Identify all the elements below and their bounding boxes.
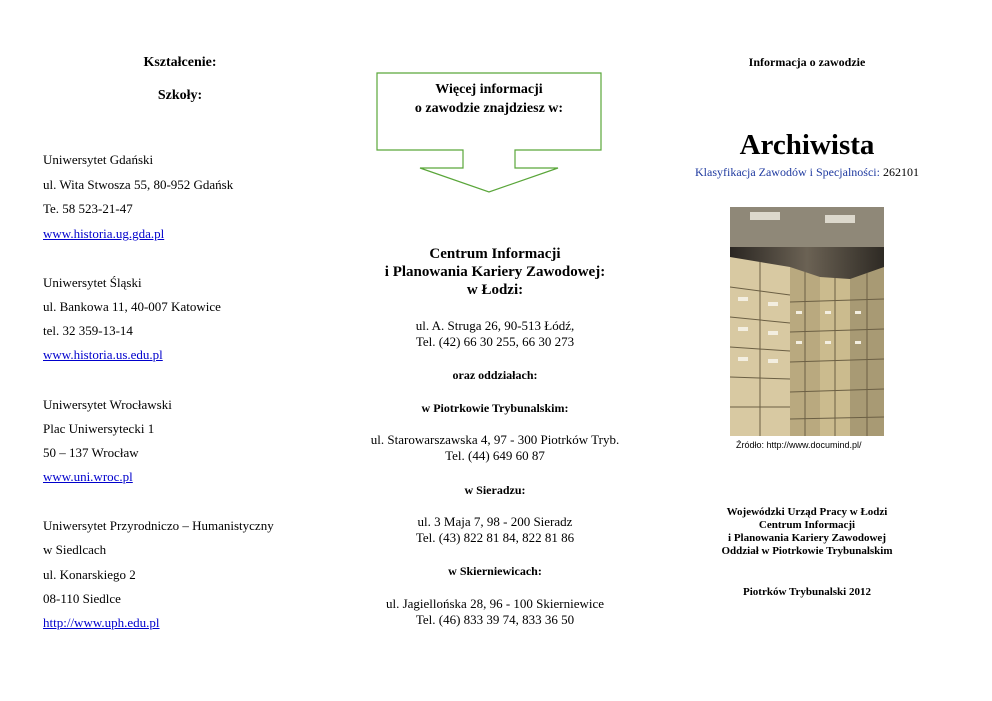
- center-title-line1: Centrum Informacji: [429, 246, 561, 262]
- branch-piotrkow-address: [345, 432, 645, 464]
- office-line3: i Planowania Kariery Zawodowej: [728, 532, 886, 544]
- office-line4: Oddział w Piotrkowie Trybunalskim: [721, 545, 893, 557]
- archive-shelves-photo: [730, 207, 884, 436]
- school-gdansk-phone: Te. 58 523-21-47: [43, 201, 133, 216]
- center-title-line3: w Łodzi:: [466, 282, 524, 298]
- photo-caption: Źródło: http://www.documind.pl/: [736, 440, 862, 450]
- branch-skierniewice-phone: Tel. (46) 833 39 74, 833 36 50: [415, 612, 575, 627]
- branch-sieradz-name: w Sieradzu:: [464, 483, 526, 497]
- school-wroclaw-address: Plac Uniwersytecki 1: [43, 421, 155, 436]
- branch-skierniewice-name: w Skierniewicach:: [448, 564, 542, 578]
- school-slaski-name: Uniwersytet Śląski: [43, 275, 142, 290]
- branches-label: oraz oddziałach:: [452, 368, 538, 382]
- main-address-phone: Tel. (42) 66 30 255, 66 30 273: [415, 334, 575, 349]
- branch-sieradz-phone: Tel. (43) 822 81 84, 822 81 86: [415, 530, 575, 545]
- place-year: Piotrków Trybunalski 2012: [743, 586, 871, 598]
- arrow-text: [376, 80, 602, 118]
- branch-piotrkow-name: w Piotrkowie Trybunalskim:: [421, 401, 569, 415]
- school-wroclaw-link[interactable]: www.uni.wroc.pl: [43, 469, 133, 484]
- school-siedlce-link[interactable]: http://www.uph.edu.pl: [43, 615, 160, 630]
- school-siedlce-name-cont: w Siedlcach: [43, 542, 107, 557]
- center-title: [345, 245, 645, 299]
- school-wroclaw-city: 50 – 137 Wrocław: [43, 445, 139, 460]
- main-address-street: ul. A. Struga 26, 90-513 Łódź,: [415, 318, 575, 333]
- classification-line: [672, 165, 942, 180]
- arrow-text-line2: o zawodzie znajdziesz w:: [414, 101, 564, 116]
- branch-sieradz-street: ul. 3 Maja 7, 98 - 200 Sieradz: [417, 514, 573, 529]
- branch-skierniewice-street: ul. Jagiellońska 28, 96 - 100 Skierniewice: [385, 596, 605, 611]
- branch-piotrkow-street: ul. Starowarszawska 4, 97 - 300 Piotrków Tryb.: [370, 432, 620, 447]
- profession-title: Archiwista: [739, 129, 875, 161]
- classification-code: 262101: [882, 165, 919, 179]
- info-header: Informacja o zawodzie: [748, 55, 866, 69]
- school-gdansk-address: ul. Wita Stwosza 55, 80-952 Gdańsk: [43, 177, 234, 192]
- school-siedlce-name: Uniwersytet Przyrodniczo – Humanistyczny: [43, 518, 274, 533]
- school-gdansk-name: Uniwersytet Gdański: [43, 152, 154, 167]
- school-slaski-phone: tel. 32 359-13-14: [43, 323, 133, 338]
- center-title-line2: i Planowania Kariery Zawodowej:: [384, 264, 606, 280]
- schools-subheading: Szkoły:: [157, 88, 203, 103]
- branch-skierniewice-address: [345, 596, 645, 628]
- school-slaski-link[interactable]: www.historia.us.edu.pl: [43, 347, 163, 362]
- school-slaski-address: ul. Bankowa 11, 40-007 Katowice: [43, 299, 221, 314]
- education-heading: Kształcenie:: [143, 55, 217, 70]
- branch-piotrkow-phone: Tel. (44) 649 60 87: [445, 448, 545, 463]
- school-siedlce-address: ul. Konarskiego 2: [43, 567, 136, 582]
- main-address: [345, 318, 645, 350]
- office-block: [672, 506, 942, 558]
- school-siedlce-city: 08-110 Siedlce: [43, 591, 121, 606]
- arrow-text-line1: Więcej informacji: [435, 82, 543, 97]
- classification-label: Klasyfikacja Zawodów i Specjalności:: [695, 165, 883, 179]
- branch-sieradz-address: [345, 514, 645, 546]
- school-wroclaw-name: Uniwersytet Wrocławski: [43, 397, 172, 412]
- office-line1: Wojewódzki Urząd Pracy w Łodzi: [726, 506, 888, 518]
- school-gdansk-link[interactable]: www.historia.ug.gda.pl: [43, 226, 165, 241]
- office-line2: Centrum Informacji: [758, 519, 856, 531]
